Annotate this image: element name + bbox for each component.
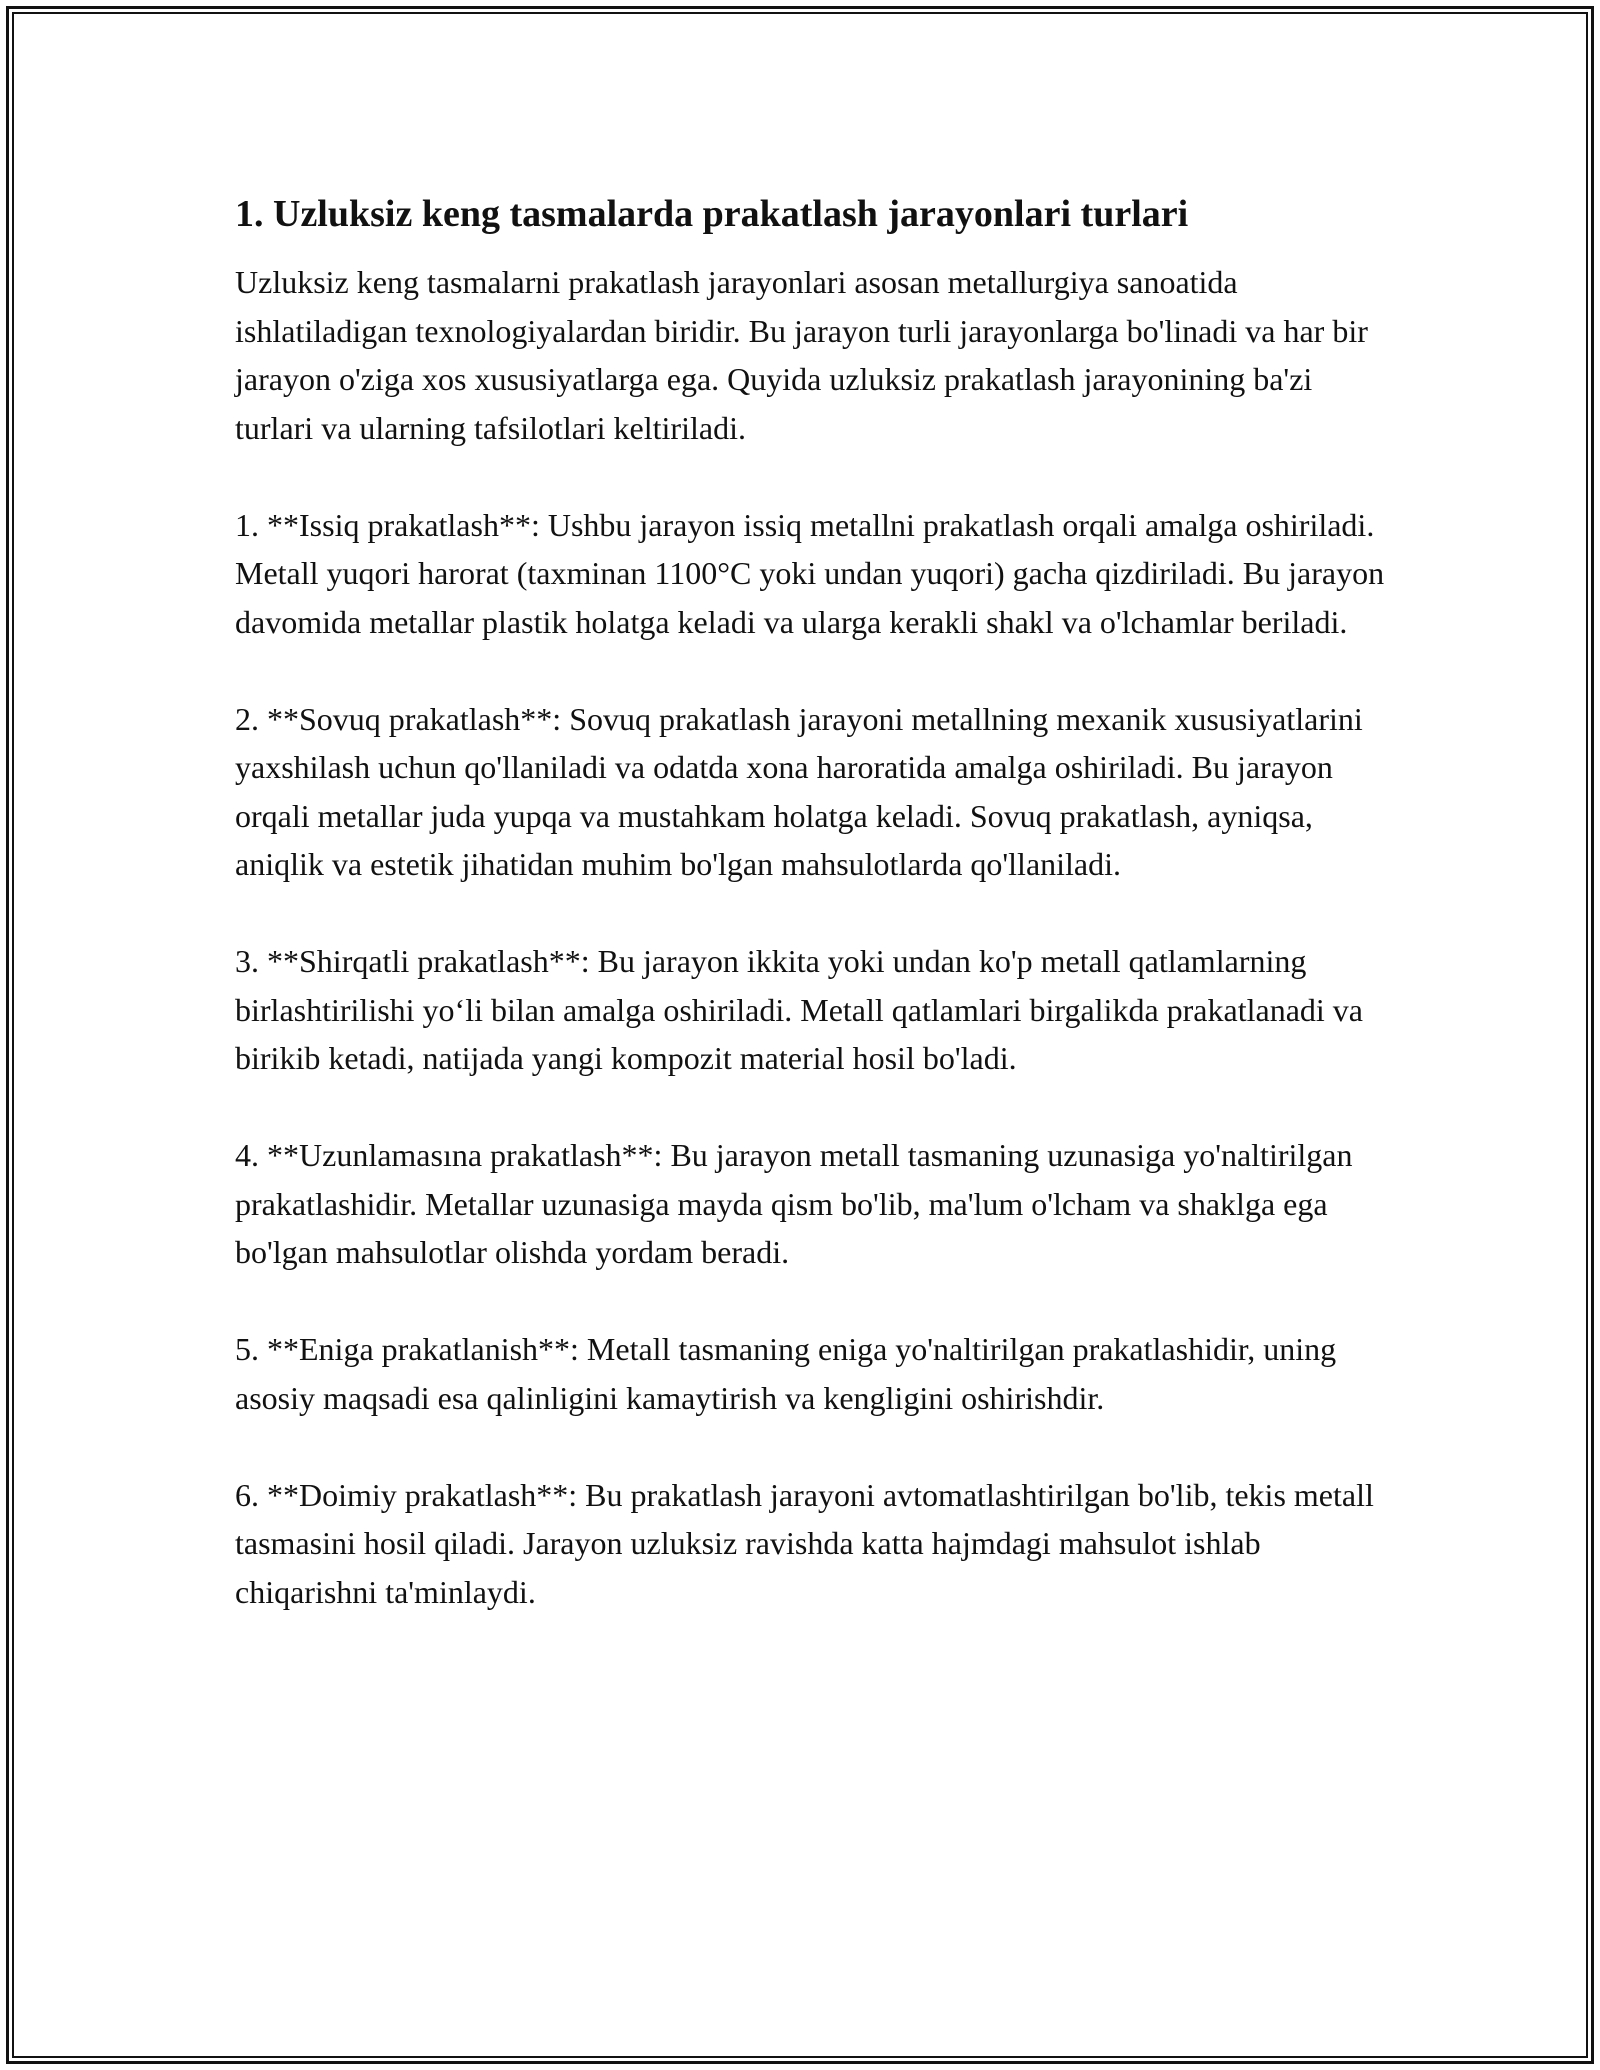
paragraph-sovuq-prakatlash: 2. **Sovuq prakatlash**: Sovuq prakatlash jarayoni metallning mexanik xususiyatlarini yaxshilash uchun qo'llaniladi va odatda xona haroratida amalga oshiriladi. Bu jarayon orqali metallar juda yupqa va mustahkam holatga keladi. Sovuq prakatlash, ayniqsa, aniqlik va estetik jihatidan muhim bo'lgan mahsulotlarda qo'llaniladi. — [235, 700, 1363, 882]
document-title: 1. Uzluksiz keng tasmalarda prakatlash jarayonlari turlari — [235, 193, 1189, 235]
paragraph-eniga-prakatlanish: 5. **Eniga prakatlanish**: Metall tasmaning eniga yo'naltirilgan prakatlashidir, uning asosiy maqsadi esa qalinligini kamaytirish va kengligini oshirishdir. — [235, 1331, 1337, 1416]
paragraph-issiq-prakatlash: 1. **Issiq prakatlash**: Ushbu jarayon issiq metallni prakatlash orqali amalga oshiriladi. Metall yuqori harorat (taxminan 1100°C yoki undan yuqori) gacha qizdiriladi. Bu jarayon davomida metallar plastik holatga keladi va ularga kerakli shakl va o'lchamlar beriladi. — [235, 506, 1385, 640]
paragraph-uzunlamasina-prakatlash: 4. **Uzunlamasına prakatlash**: Bu jarayon metall tasmaning uzunasiga yo'naltirilgan prakatlashidir. Metallar uzunasiga mayda qism bo'lib, ma'lum o'lcham va shaklga ega bo'lgan mahsulotlar olishda yordam beradi. — [235, 1137, 1353, 1270]
paragraph-shirqatli-prakatlash: 3. **Shirqatli prakatlash**: Bu jarayon ikkita yoki undan ko'p metall qatlamlarning birlashtirilishi yo‘li bilan amalga oshiriladi. Metall qatlamlari birgalikda prakatlanadi va birikib ketadi, natijada yangi kompozit material hosil bo'ladi. — [235, 943, 1363, 1076]
document-body — [235, 188, 1385, 1665]
paragraph-doimiy-prakatlash: 6. **Doimiy prakatlash**: Bu prakatlash jarayoni avtomatlashtirilgan bo'lib, tekis metall tasmasini hosil qiladi. Jarayon uzluksiz ravishda katta hajmdagi mahsulot ishlab chiqarishni ta'minlaydi. — [235, 1476, 1374, 1610]
paragraph-intro: Uzluksiz keng tasmalarni prakatlash jarayonlari asosan metallurgiya sanoatida ishlatiladigan texnologiyalardan biridir. Bu jarayon turli jarayonlarga bo'linadi va har bir jarayon o'ziga xos xususiyatlarga ega. Quyida uzluksiz prakatlash jarayonining ba'zi turlari va ularning tafsilotlari keltiriladi. — [235, 264, 1368, 446]
